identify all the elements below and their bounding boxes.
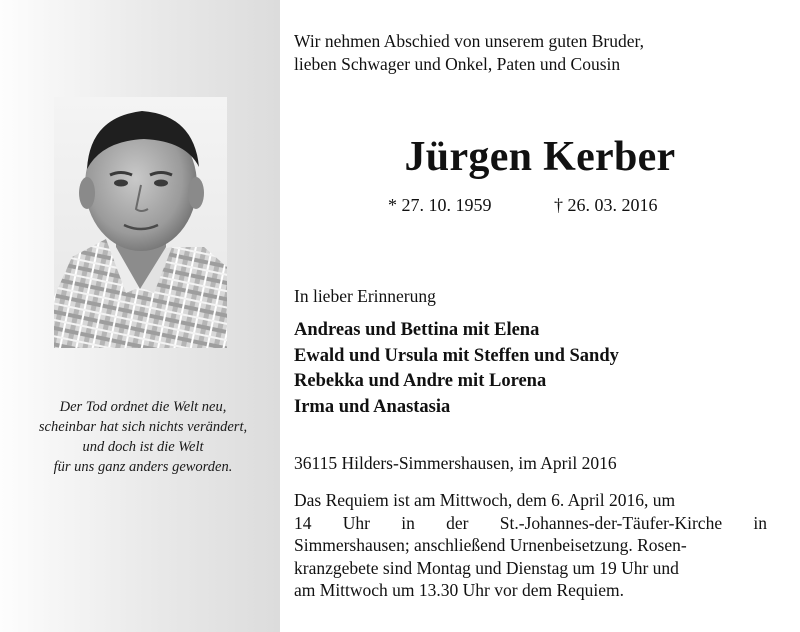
requiem-line: kranzgebete sind Montag und Dienstag um 19 Uhr und <box>294 557 679 578</box>
quote-line: scheinbar hat sich nichts verändert, <box>38 419 248 435</box>
deceased-name: Jürgen Kerber <box>404 134 676 180</box>
memory-label: In lieber Erinnerung <box>294 286 436 306</box>
death-date: † 26. 03. 2016 <box>554 195 658 215</box>
quote-line: und doch ist die Welt <box>82 439 204 455</box>
mourner-entry: Irma und Anastasia <box>294 396 451 417</box>
birth-date: * 27. 10. 1959 <box>388 195 492 215</box>
requiem-line: Simmershausen; anschließend Urnenbeisetzung. Rosen- <box>294 535 687 555</box>
mourner-entry: Ewald und Ursula mit Steffen und Sandy <box>294 345 619 366</box>
intro-line: lieben Schwager und Onkel, Paten und Cousin <box>294 54 621 74</box>
place-date: 36115 Hilders-Simmershausen, im April 2016 <box>294 453 617 473</box>
intro-text <box>294 30 764 76</box>
portrait-photo <box>54 97 227 348</box>
requiem-notice <box>294 489 767 602</box>
mourner-entry: Rebekka und Andre mit Lorena <box>294 371 547 391</box>
requiem-word: St.-Johannes-der-Täufer-Kirche <box>499 512 723 533</box>
requiem-word: in <box>753 512 767 533</box>
intro-line: Wir nehmen Abschied von unserem guten Bruder, <box>294 31 644 51</box>
requiem-word: der <box>446 512 469 533</box>
requiem-word: Uhr <box>342 512 370 533</box>
requiem-line-justified <box>294 512 767 535</box>
memorial-quote <box>0 397 286 477</box>
requiem-line: am Mittwoch um 13.30 Uhr vor dem Requiem. <box>294 580 625 600</box>
requiem-word: 14 <box>294 512 312 533</box>
quote-line: Der Tod ordnet die Welt neu, <box>59 399 227 415</box>
requiem-line: Das Requiem ist am Mittwoch, dem 6. April 2016, um <box>294 490 676 510</box>
mourner-entry: Andreas und Bettina mit Elena <box>294 320 540 340</box>
quote-line: für uns ganz anders geworden. <box>53 459 233 475</box>
mourners-list <box>294 318 619 420</box>
requiem-word: in <box>401 512 415 533</box>
